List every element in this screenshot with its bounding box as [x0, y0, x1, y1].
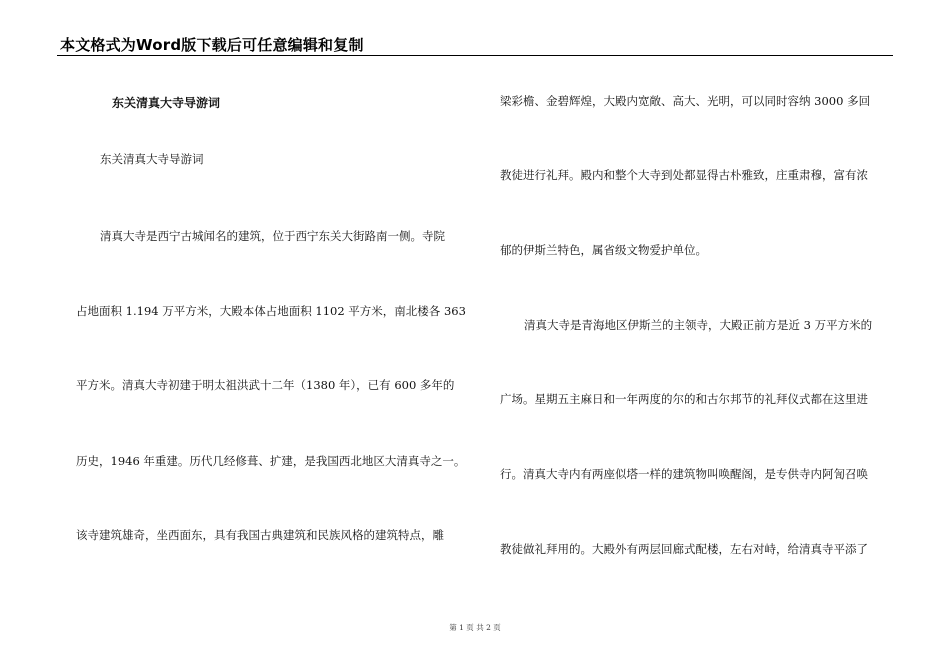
paragraph-line: 平方米。清真大寺初建于明太祖洪武十二年（1380 年），已有 600 多年的	[76, 378, 455, 392]
document-title: 东关清真大寺导游词	[112, 96, 221, 110]
paragraph-line: 教徒进行礼拜。殿内和整个大寺到处都显得古朴雅致，庄重肃穆，富有浓	[500, 168, 868, 182]
paragraph-line: 清真大寺是西宁古城闻名的建筑，位于西宁东关大街路南一侧。寺院	[100, 229, 445, 243]
paragraph-line: 历史，1946 年重建。历代几经修葺、扩建，是我国西北地区大清真寺之一。	[76, 454, 466, 468]
paragraph-line: 教徒做礼拜用的。大殿外有两层回廊式配楼，左右对峙，给清真寺平添了	[500, 542, 868, 556]
paragraph-line: 该寺建筑雄奇，坐西面东，具有我国古典建筑和民族风格的建筑特点，雕	[76, 528, 444, 542]
paragraph-line: 行。清真大寺内有两座似塔一样的建筑物叫唤醒阁，是专供寺内阿訇召唤	[500, 467, 868, 481]
paragraph-line: 郁的伊斯兰特色，属省级文物爱护单位。	[500, 243, 707, 257]
header-rule	[57, 55, 893, 56]
subtitle-line: 东关清真大寺导游词	[100, 152, 204, 166]
paragraph-line: 梁彩檐、金碧辉煌，大殿内宽敞、高大、光明，可以同时容纳 3000 多回	[500, 94, 871, 108]
paragraph-line: 占地面积 1.194 万平方米，大殿本体占地面积 1102 平方米，南北楼各 363	[76, 304, 466, 318]
paragraph-line: 广场。星期五主麻日和一年两度的尔的和古尔邦节的礼拜仪式都在这里进	[500, 392, 868, 406]
page-number: 第 1 页 共 2 页	[449, 623, 501, 632]
paragraph-line: 清真大寺是青海地区伊斯兰的主领寺，大殿正前方是近 3 万平方米的	[524, 318, 873, 332]
document-header: 本文格式为Word版下载后可任意编辑和复制	[60, 36, 364, 54]
